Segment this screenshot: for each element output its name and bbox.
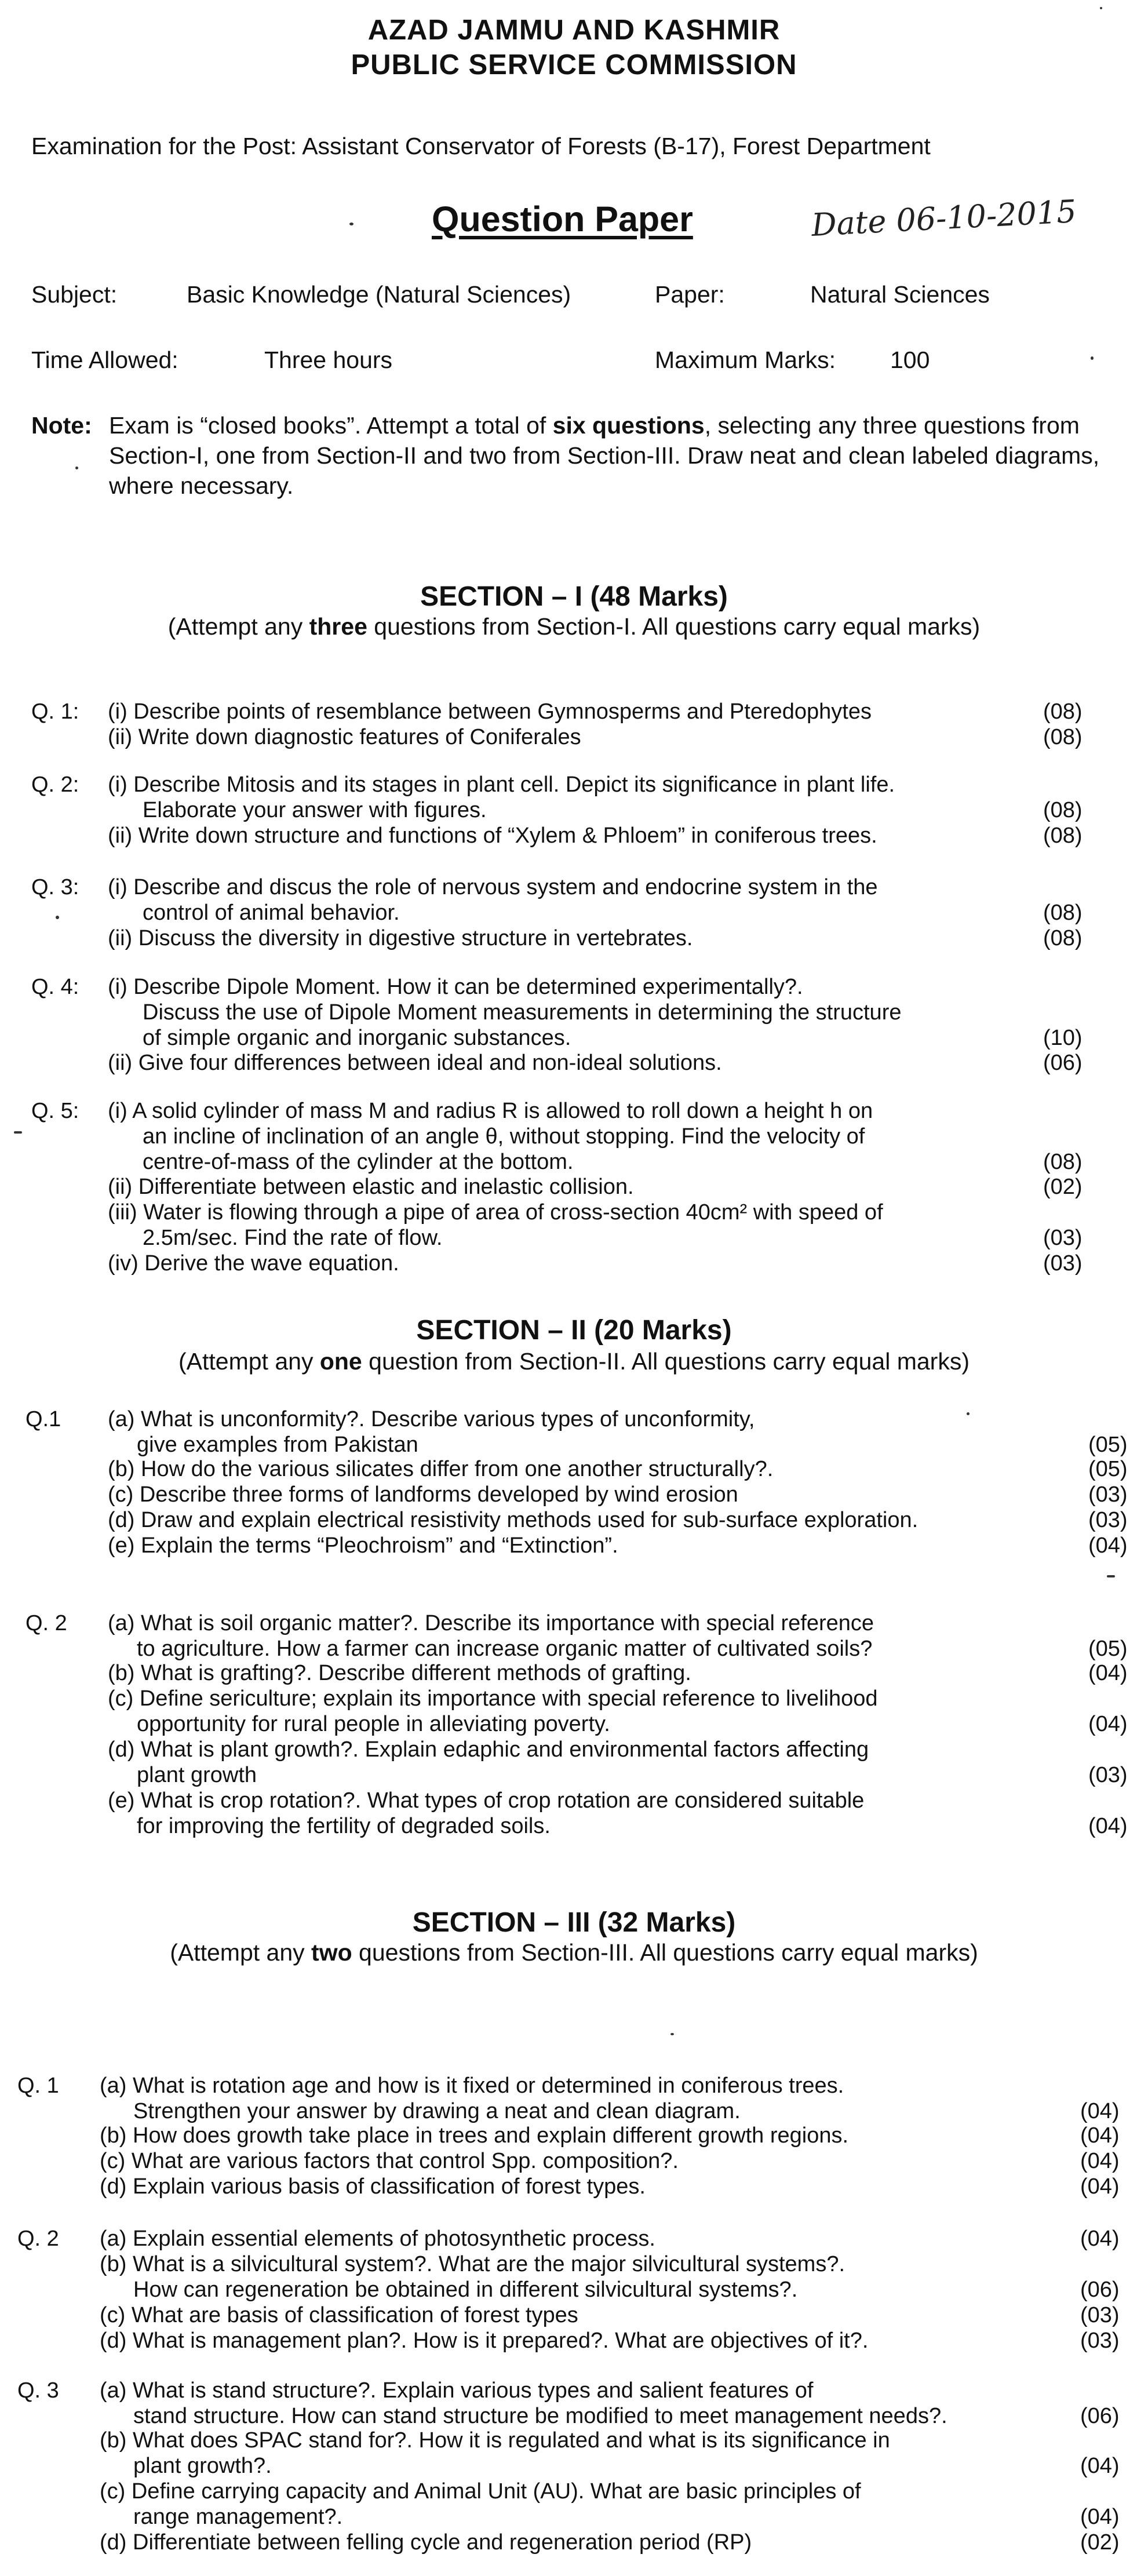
question-number: Q. 1: xyxy=(31,699,79,724)
question-marks: (04) xyxy=(1088,1661,1128,1685)
question-number: Q. 2 xyxy=(25,1611,67,1635)
question-marks: (08) xyxy=(1043,699,1083,724)
question-marks: (08) xyxy=(1043,725,1083,749)
question-text: control of animal behavior. xyxy=(143,901,400,925)
question-number: Q. 4: xyxy=(31,975,79,999)
question-marks: (04) xyxy=(1080,2174,1120,2199)
question-text: (a) What is rotation age and how is it fixed or determined in coniferous trees. xyxy=(100,2074,844,2098)
question-text: (iv) Derive the wave equation. xyxy=(108,1251,399,1276)
time-label: Time Allowed: xyxy=(31,347,178,373)
question-number: Q. 2: xyxy=(31,773,79,797)
question-number: Q. 2 xyxy=(17,2227,59,2251)
subject-label: Subject: xyxy=(31,281,118,308)
question-marks: (08) xyxy=(1043,1150,1083,1174)
scan-speck xyxy=(75,467,78,469)
question-text: (a) Explain essential elements of photosynthetic process. xyxy=(100,2227,655,2251)
question-text: Strengthen your answer by drawing a neat and clean diagram. xyxy=(133,2099,741,2123)
commission-title-line1: AZAD JAMMU AND KASHMIR xyxy=(367,14,781,46)
question-text: plant growth xyxy=(137,1763,257,1787)
paper-label: Paper: xyxy=(655,281,725,308)
note-text: Exam is “closed books”. Attempt a total of six questions, selecting any three questions from Section-I, one from Section-II and two from Section-III. Draw neat and clean labeled diagrams, where necessary. xyxy=(109,412,1100,499)
question-marks: (04) xyxy=(1088,1814,1128,1838)
question-text: (iii) Water is flowing through a pipe of area of cross-section 40cm² with speed of xyxy=(108,1200,883,1225)
question-text: range management?. xyxy=(133,2505,343,2529)
question-marks: (06) xyxy=(1080,2278,1120,2302)
question-text: (ii) Write down structure and functions of “Xylem & Phloem” in coniferous trees. xyxy=(108,824,877,848)
question-text: (ii) Give four differences between ideal and non-ideal solutions. xyxy=(108,1051,722,1075)
question-text: Discuss the use of Dipole Moment measurements in determining the structure xyxy=(143,1000,902,1025)
question-marks: (08) xyxy=(1043,901,1083,925)
question-text: (c) What are basis of classification of forest types xyxy=(100,2303,578,2327)
commission-title-line2: PUBLIC SERVICE COMMISSION xyxy=(351,49,797,81)
max-marks-label: Maximum Marks: xyxy=(655,347,836,373)
question-text: give examples from Pakistan xyxy=(137,1433,418,1457)
question-text: (d) Differentiate between felling cycle and regeneration period (RP) xyxy=(100,2530,752,2555)
question-marks: (03) xyxy=(1088,1508,1128,1532)
question-number: Q.1 xyxy=(25,1407,61,1431)
question-marks: (03) xyxy=(1088,1482,1128,1507)
question-text: (c) Define carrying capacity and Animal Unit (AU). What are basic principles of xyxy=(100,2479,861,2504)
scan-speck xyxy=(1107,1575,1115,1577)
subject-value: Basic Knowledge (Natural Sciences) xyxy=(187,281,571,308)
section-3-title: SECTION – III (32 Marks) xyxy=(412,1907,736,1938)
scan-speck xyxy=(1100,7,1102,9)
question-text: (a) What is soil organic matter?. Describe its importance with special reference xyxy=(108,1611,874,1635)
question-number: Q. 1 xyxy=(17,2074,59,2098)
question-text: (b) How do the various silicates differ from one another structurally?. xyxy=(108,1457,774,1481)
question-marks: (04) xyxy=(1088,1533,1128,1558)
question-text: How can regeneration be obtained in different silvicultural systems?. xyxy=(133,2278,798,2302)
question-marks: (03) xyxy=(1088,1763,1128,1787)
note-label: Note: xyxy=(31,412,92,439)
handwritten-date: Date 06-10-2015 xyxy=(810,193,1077,243)
question-text: (d) Draw and explain electrical resistivity methods used for sub-surface exploration. xyxy=(108,1508,919,1532)
question-number: Q. 3 xyxy=(17,2378,59,2403)
question-marks: (03) xyxy=(1043,1251,1083,1276)
question-marks: (03) xyxy=(1043,1226,1083,1250)
question-text: (i) Describe points of resemblance between Gymnosperms and Pteredophytes xyxy=(108,699,872,724)
question-text: (e) Explain the terms “Pleochroism” and “Extinction”. xyxy=(108,1533,618,1558)
question-text: to agriculture. How a farmer can increase organic matter of cultivated soils? xyxy=(137,1637,873,1661)
question-text: plant growth?. xyxy=(133,2454,272,2478)
question-marks: (04) xyxy=(1080,2505,1120,2529)
question-marks: (08) xyxy=(1043,824,1083,848)
question-text: 2.5m/sec. Find the rate of flow. xyxy=(143,1226,443,1250)
question-marks: (04) xyxy=(1080,2123,1120,2148)
question-marks: (06) xyxy=(1080,2404,1120,2428)
question-text: (i) Describe Dipole Moment. How it can be determined experimentally?. xyxy=(108,975,803,999)
question-text: (ii) Write down diagnostic features of Coniferales xyxy=(108,725,581,749)
question-marks: (04) xyxy=(1080,2454,1120,2478)
question-marks: (05) xyxy=(1088,1637,1128,1661)
question-text: opportunity for rural people in alleviating poverty. xyxy=(137,1712,610,1736)
question-marks: (10) xyxy=(1043,1026,1083,1050)
question-marks: (03) xyxy=(1080,2329,1120,2353)
question-text: (c) Describe three forms of landforms developed by wind erosion xyxy=(108,1482,738,1507)
section-1-title: SECTION – I (48 Marks) xyxy=(420,581,728,612)
max-marks-value: 100 xyxy=(890,347,930,373)
question-marks: (04) xyxy=(1080,2099,1120,2123)
exam-post-line: Examination for the Post: Assistant Conservator of Forests (B-17), Forest Department xyxy=(31,133,931,159)
question-text: (b) What is grafting?. Describe different methods of grafting. xyxy=(108,1661,691,1685)
question-text: stand structure. How can stand structure be modified to meet management needs?. xyxy=(133,2404,947,2428)
scan-speck xyxy=(56,916,59,919)
question-marks: (02) xyxy=(1043,1175,1083,1199)
question-text: (ii) Differentiate between elastic and inelastic collision. xyxy=(108,1175,634,1199)
question-text: (a) What is stand structure?. Explain various types and salient features of xyxy=(100,2378,814,2403)
question-text: (d) Explain various basis of classification of forest types. xyxy=(100,2174,646,2199)
question-marks: (04) xyxy=(1080,2227,1120,2251)
question-text: (ii) Discuss the diversity in digestive structure in vertebrates. xyxy=(108,926,693,950)
question-text: (i) Describe and discus the role of nervous system and endocrine system in the xyxy=(108,875,878,899)
question-marks: (04) xyxy=(1088,1712,1128,1736)
question-marks: (05) xyxy=(1088,1457,1128,1481)
question-text: (c) Define sericulture; explain its importance with special reference to livelihood xyxy=(108,1686,878,1711)
scan-speck xyxy=(14,1131,22,1134)
question-text: (d) What is plant growth?. Explain edaphic and environmental factors affecting xyxy=(108,1737,869,1762)
section-3-instructions: (Attempt any two questions from Section-III. All questions carry equal marks) xyxy=(170,1939,978,1966)
question-text: (i) Describe Mitosis and its stages in plant cell. Depict its significance in plant life. xyxy=(108,773,895,797)
question-text: an incline of inclination of an angle θ, without stopping. Find the velocity of xyxy=(143,1124,865,1149)
question-marks: (05) xyxy=(1088,1433,1128,1457)
question-marks: (08) xyxy=(1043,798,1083,822)
scan-speck xyxy=(1091,356,1094,360)
section-1-instructions: (Attempt any three questions from Section-I. All questions carry equal marks) xyxy=(167,613,981,640)
question-marks: (03) xyxy=(1080,2303,1120,2327)
question-text: (c) What are various factors that control Spp. composition?. xyxy=(100,2149,679,2173)
scan-speck xyxy=(670,2033,674,2035)
paper-value: Natural Sciences xyxy=(810,281,990,308)
question-text: (d) What is management plan?. How is it prepared?. What are objectives of it?. xyxy=(100,2329,869,2353)
question-text: Elaborate your answer with figures. xyxy=(143,798,487,822)
question-number: Q. 5: xyxy=(31,1099,79,1123)
question-text: (b) How does growth take place in trees and explain different growth regions. xyxy=(100,2123,849,2148)
question-text: (a) What is unconformity?. Describe various types of unconformity, xyxy=(108,1407,755,1431)
question-text: (b) What is a silvicultural system?. What are the major silvicultural systems?. xyxy=(100,2252,845,2276)
question-text: (b) What does SPAC stand for?. How it is regulated and what is its significance in xyxy=(100,2428,890,2453)
scan-speck xyxy=(349,223,353,225)
section-2-instructions: (Attempt any one question from Section-II. All questions carry equal marks) xyxy=(178,1348,970,1375)
question-text: centre-of-mass of the cylinder at the bottom. xyxy=(143,1150,574,1174)
section-2-title: SECTION – II (20 Marks) xyxy=(416,1315,732,1346)
question-text: (i) A solid cylinder of mass M and radius R is allowed to roll down a height h on xyxy=(108,1099,873,1123)
question-text: (e) What is crop rotation?. What types of crop rotation are considered suitable xyxy=(108,1788,865,1813)
question-marks: (02) xyxy=(1080,2530,1120,2555)
scan-speck xyxy=(967,1412,970,1415)
page-title: Question Paper xyxy=(432,199,693,239)
question-number: Q. 3: xyxy=(31,875,79,899)
question-text: of simple organic and inorganic substances. xyxy=(143,1026,571,1050)
time-value: Three hours xyxy=(264,347,393,373)
question-text: for improving the fertility of degraded soils. xyxy=(137,1814,551,1838)
question-marks: (08) xyxy=(1043,926,1083,950)
question-marks: (06) xyxy=(1043,1051,1083,1075)
question-marks: (04) xyxy=(1080,2149,1120,2173)
